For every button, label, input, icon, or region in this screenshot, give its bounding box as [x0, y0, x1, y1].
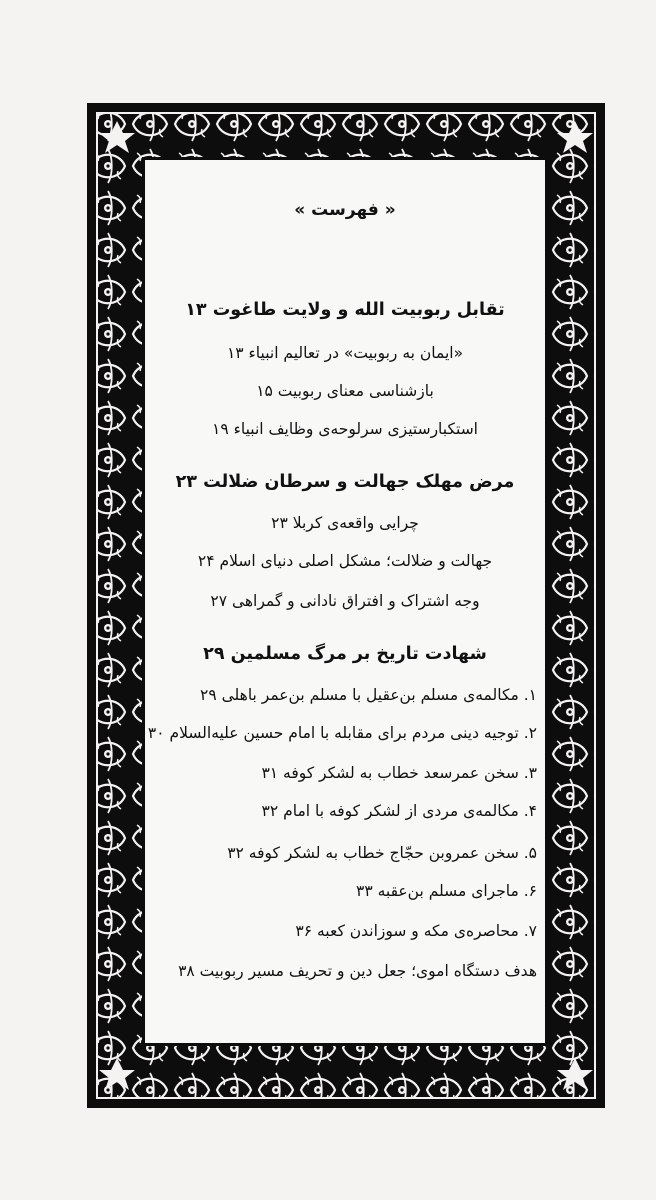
toc-entry: جهالت و ضلالت؛ مشکل اصلی دنیای اسلام ۲۴ — [197, 552, 493, 570]
toc-entry: ۲. توجیه دینی مردم برای مقابله با امام حسین علیه‌السلام ۳۰ — [147, 724, 537, 742]
toc-entry: ۳. سخن عمرسعد خطاب به لشکر کوفه ۳۱ — [261, 764, 537, 782]
toc-closing-entry: هدف دستگاه اموی؛ جعل دین و تحریف مسیر ربوبیت ۳۸ — [178, 962, 537, 980]
content-panel — [145, 160, 545, 1043]
toc-entry: ۷. محاصره‌ی مکه و سوزاندن کعبه ۳۶ — [295, 922, 537, 940]
toc-entry: استکبارستیزی سرلوحه‌ی وظایف انبیاء ۱۹ — [212, 420, 478, 438]
toc-entry: ۱. مکالمه‌ی مسلم بن‌عقیل با مسلم بن‌عمر باهلی ۲۹ — [200, 686, 537, 704]
toc-entry: چرایی واقعه‌ی کربلا ۲۳ — [271, 514, 419, 532]
toc-entry: ۵. سخن عمروبن حجّاج خطاب به لشکر کوفه ۳۲ — [227, 844, 537, 862]
toc-entry: ۴. مکالمه‌ی مردی از لشکر کوفه با امام ۳۲ — [261, 802, 537, 820]
section-heading: تقابل ربوبیت الله و ولایت طاغوت ۱۳ — [185, 300, 505, 320]
toc-title: « فهرست » — [294, 200, 396, 220]
toc-entry: «ایمان به ربوبیت» در تعالیم انبیاء ۱۳ — [226, 344, 464, 362]
toc-entry: ۶. ماجرای مسلم بن‌عقبه ۳۳ — [356, 882, 537, 900]
toc-entry: بازشناسی معنای ربوبیت ۱۵ — [256, 382, 434, 400]
toc-entry: وجه اشتراک و افتراق نادانی و گمراهی ۲۷ — [210, 592, 480, 610]
section-heading: مرض مهلک جهالت و سرطان ضلالت ۲۳ — [175, 472, 515, 492]
table-of-contents — [145, 160, 545, 1043]
section-heading: شهادت تاریخ بر مرگ مسلمین ۲۹ — [203, 644, 487, 664]
